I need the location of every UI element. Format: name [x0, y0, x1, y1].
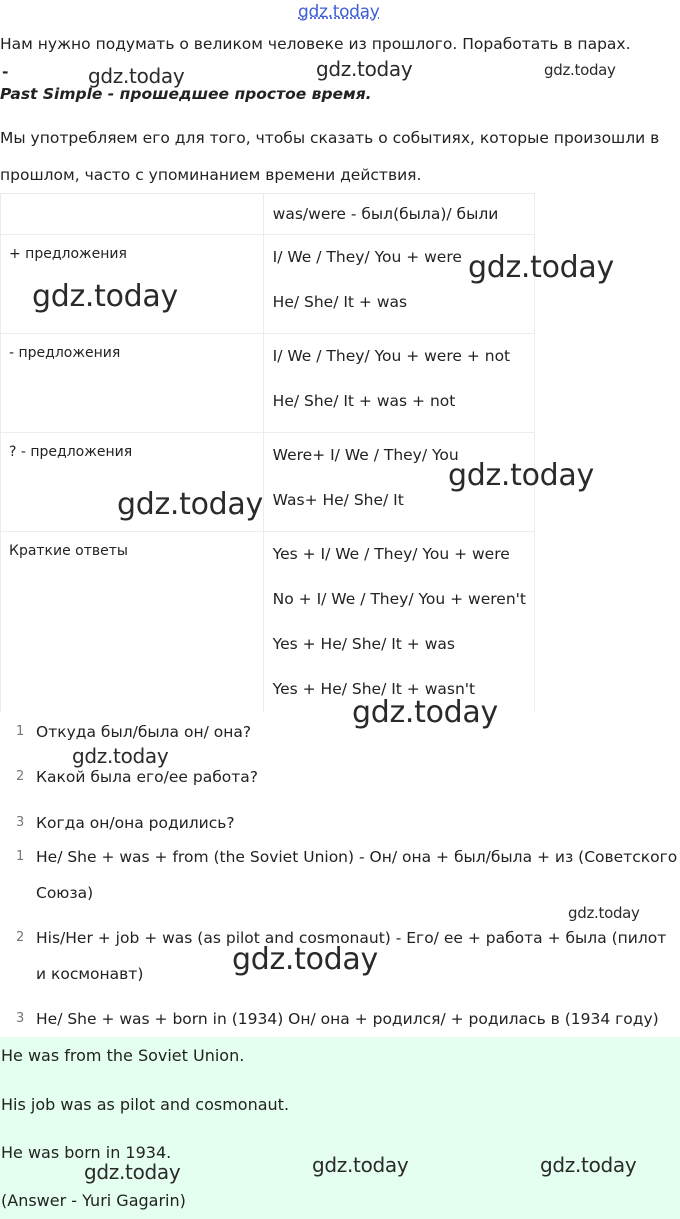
- watermark: gdz.today: [540, 1153, 637, 1177]
- row-label: - предложения: [1, 334, 264, 433]
- pattern-line: He/ She + was + from (the Soviet Union) - Он/ она + был/была + из (Советского: [36, 848, 678, 866]
- watermark-link[interactable]: gdz.today: [298, 2, 380, 22]
- watermark: gdz.today: [316, 57, 413, 81]
- answer-line: He was born in 1934.: [1, 1143, 172, 1162]
- watermark: gdz.today: [32, 279, 178, 314]
- watermark: gdz.today: [88, 64, 185, 88]
- table-line: He/ She/ It + was + not: [272, 392, 456, 410]
- table-cell: [1, 194, 264, 235]
- watermark: gdz.today: [352, 695, 498, 730]
- question-item: Когда он/она родились?: [36, 814, 235, 832]
- table-header-row: [1, 194, 535, 235]
- row-label: ? - предложения: [1, 433, 264, 532]
- table-line: He/ She/ It + was: [272, 293, 408, 311]
- grammar-table: [0, 193, 535, 712]
- watermark: gdz.today: [312, 1153, 409, 1177]
- answer-line: (Answer - Yuri Gagarin): [1, 1191, 186, 1210]
- table-header-cell: was/were - был(была)/ были: [263, 194, 534, 235]
- table-line: Yes + He/ She/ It + wasn't: [272, 680, 476, 698]
- paragraph-line: Мы употребляем его для того, чтобы сказать о событиях, которые произошли в: [0, 129, 660, 147]
- table-line: Yes + I/ We / They/ You + were: [272, 545, 510, 563]
- row-content: [263, 334, 534, 433]
- table-line: Yes + He/ She/ It + was: [272, 635, 455, 653]
- paragraph-line: прошлом, часто с упоминанием времени действия.: [0, 166, 422, 184]
- table-line: Were+ I/ We / They/ You: [272, 446, 459, 464]
- list-number: 2: [16, 930, 25, 945]
- table-line: No + I/ We / They/ You + weren't: [272, 590, 526, 608]
- list-number: 1: [16, 849, 25, 864]
- pattern-line: и космонавт): [36, 965, 144, 983]
- task-text: Нам нужно подумать о великом человеке из прошлого. Поработать в парах.: [0, 35, 631, 53]
- pattern-line: He/ She + was + born in (1934) Он/ она + родился/ + родилась в (1934 году): [36, 1010, 659, 1028]
- list-number: 2: [16, 769, 25, 784]
- row-label: Краткие ответы: [1, 532, 264, 713]
- section-heading: Past Simple - прошедшее простое время.: [0, 85, 372, 103]
- list-number: 1: [16, 724, 25, 739]
- watermark: gdz.today: [448, 458, 594, 493]
- answer-line: His job was as pilot and cosmonaut.: [1, 1095, 290, 1114]
- table-row: [1, 334, 535, 433]
- watermark: gdz.today: [117, 487, 263, 522]
- watermark: gdz.today: [84, 1160, 181, 1184]
- watermark: gdz.today: [468, 250, 614, 285]
- dash-mark: -: [2, 63, 9, 81]
- list-number: 3: [16, 1011, 25, 1026]
- pattern-line: Союза): [36, 884, 94, 902]
- row-label: + предложения: [1, 235, 264, 334]
- table-line: I/ We / They/ You + were + not: [272, 347, 511, 365]
- watermark: gdz.today: [232, 942, 378, 977]
- watermark: gdz.today: [72, 744, 169, 768]
- table-line: Was+ He/ She/ It: [272, 491, 404, 509]
- pattern-line: His/Her + job + was (as pilot and cosmonaut) - Его/ ее + работа + была (пилот: [36, 929, 667, 947]
- row-content: [263, 532, 534, 713]
- question-item: Какой была его/ее работа?: [36, 768, 258, 786]
- question-item: Откуда был/была он/ она?: [36, 723, 252, 741]
- table-row: [1, 532, 535, 713]
- watermark: gdz.today: [568, 904, 640, 922]
- table-line: I/ We / They/ You + were: [272, 248, 462, 266]
- list-number: 3: [16, 815, 25, 830]
- watermark: gdz.today: [544, 61, 616, 79]
- answer-line: He was from the Soviet Union.: [1, 1046, 245, 1065]
